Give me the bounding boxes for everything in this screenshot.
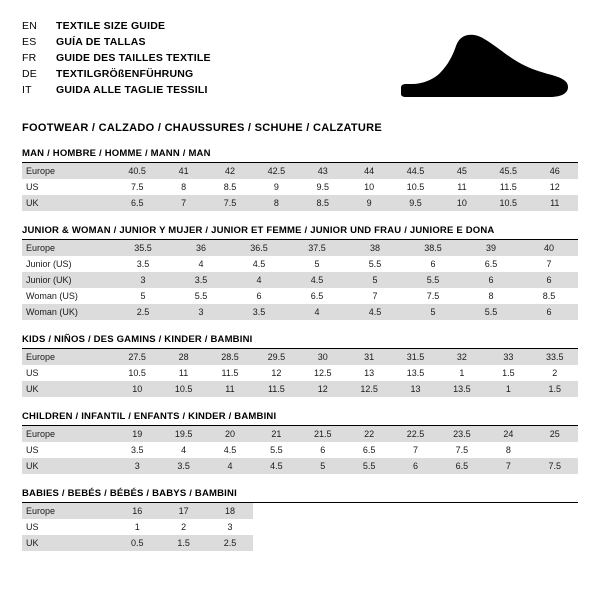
row-label: Europe xyxy=(22,503,114,519)
size-table-man xyxy=(22,163,578,211)
size-cell: 24 xyxy=(485,426,531,442)
language-title-list xyxy=(22,18,211,98)
language-row xyxy=(22,18,211,34)
table-row xyxy=(22,349,578,365)
size-cell: 3 xyxy=(172,304,230,320)
size-cell: 10 xyxy=(439,195,485,211)
size-cell: 33 xyxy=(485,349,531,365)
size-cell: 37.5 xyxy=(288,240,346,256)
size-cell: 11.5 xyxy=(499,182,517,192)
size-cell: 36 xyxy=(172,240,230,256)
row-label: Junior (US) xyxy=(26,259,72,269)
row-label: Europe xyxy=(22,163,114,179)
size-table-body xyxy=(22,240,578,320)
size-cell: 8.5 xyxy=(300,195,346,211)
size-cell: 7.5 xyxy=(207,195,253,211)
size-cell-empty xyxy=(253,519,299,535)
size-cell: 2.5 xyxy=(207,535,253,551)
size-cell-empty xyxy=(300,535,346,551)
language-code: DE xyxy=(22,68,37,80)
size-cell: 8.5 xyxy=(223,182,237,192)
size-cell-empty xyxy=(485,535,531,551)
language-title: GUIDE DES TAILLES TEXTILE xyxy=(56,52,211,64)
size-cell: 1 xyxy=(459,368,465,378)
row-label: US xyxy=(26,182,39,192)
size-cell-empty xyxy=(300,519,346,535)
size-cell: 5.5 xyxy=(270,445,283,455)
table-row xyxy=(22,195,578,211)
size-cell: 21 xyxy=(253,426,299,442)
size-cell: 32 xyxy=(439,349,485,365)
row-label: Europe xyxy=(22,349,114,365)
size-cell: 7 xyxy=(413,445,419,455)
size-cell-empty xyxy=(532,503,578,519)
size-cell: 12.5 xyxy=(346,381,392,397)
size-cell: 1 xyxy=(485,381,531,397)
size-cell: 12.5 xyxy=(313,368,332,378)
language-row xyxy=(22,50,211,66)
size-cell: 7 xyxy=(372,291,378,301)
size-cell: 3.5 xyxy=(130,445,144,455)
language-row xyxy=(22,82,211,98)
section-man xyxy=(22,148,578,211)
size-cell: 4.5 xyxy=(252,259,266,269)
size-table-children xyxy=(22,426,578,474)
size-cell: 11 xyxy=(532,195,578,211)
size-cell: 6.5 xyxy=(362,445,376,455)
table-row xyxy=(22,519,578,535)
size-cell: 9 xyxy=(346,195,392,211)
size-cell: 5.5 xyxy=(194,291,208,301)
size-cell: 13.5 xyxy=(406,368,425,378)
table-row xyxy=(22,442,578,458)
language-title: GUÍA DE TALLAS xyxy=(56,36,146,48)
size-cell: 6 xyxy=(256,291,262,301)
table-row xyxy=(22,256,578,272)
table-row xyxy=(22,288,578,304)
size-cell: 25 xyxy=(532,426,578,442)
size-cell: 6.5 xyxy=(310,291,324,301)
size-cell: 44 xyxy=(346,163,392,179)
row-label: Woman (US) xyxy=(26,291,78,301)
size-cell: 6 xyxy=(430,259,436,269)
language-code: FR xyxy=(22,52,37,64)
table-row xyxy=(22,503,578,519)
row-label: Europe xyxy=(22,426,114,442)
size-cell: 5.5 xyxy=(404,272,462,288)
size-cell: 1 xyxy=(134,522,140,532)
size-table-body xyxy=(22,349,578,397)
size-cell: 19 xyxy=(114,426,160,442)
size-cell: 11 xyxy=(457,182,467,192)
size-cell: 4 xyxy=(230,272,288,288)
size-cell-empty xyxy=(392,535,438,551)
size-cell: 7.5 xyxy=(532,458,578,474)
language-row xyxy=(22,34,211,50)
size-cell-empty xyxy=(485,503,531,519)
size-cell: 7.5 xyxy=(130,182,144,192)
size-cell: 12 xyxy=(271,368,282,378)
size-cell: 4 xyxy=(181,445,187,455)
size-cell: 27.5 xyxy=(114,349,160,365)
size-cell: 7 xyxy=(546,259,552,269)
section-title: CHILDREN / INFANTIL / ENFANTS / KINDER / BAMBINI xyxy=(22,411,578,426)
size-cell: 11 xyxy=(207,381,253,397)
size-cell: 31.5 xyxy=(392,349,438,365)
size-cell: 10.5 xyxy=(128,368,146,378)
size-cell-empty xyxy=(485,519,531,535)
size-cell: 13.5 xyxy=(439,381,485,397)
size-cell: 5 xyxy=(140,291,146,301)
row-label: Junior (UK) xyxy=(22,272,114,288)
size-cell: 19.5 xyxy=(160,426,206,442)
size-table-junior-woman xyxy=(22,240,578,320)
size-cell-empty xyxy=(439,503,485,519)
size-cell: 38 xyxy=(346,240,404,256)
size-cell: 3 xyxy=(114,458,160,474)
size-cell-empty xyxy=(392,519,438,535)
size-cell-empty xyxy=(346,503,392,519)
table-row xyxy=(22,240,578,256)
size-cell: 4 xyxy=(288,304,346,320)
size-cell: 45 xyxy=(439,163,485,179)
size-cell: 42.5 xyxy=(253,163,299,179)
size-cell: 11 xyxy=(178,368,189,378)
size-cell: 0.5 xyxy=(114,535,160,551)
size-table-body xyxy=(22,503,578,551)
size-cell: 3.5 xyxy=(172,272,230,288)
size-cell: 9 xyxy=(273,182,279,192)
size-cell: 20 xyxy=(207,426,253,442)
section-title: MAN / HOMBRE / HOMME / MANN / MAN xyxy=(22,148,578,163)
size-cell: 28.5 xyxy=(207,349,253,365)
size-cell: 6 xyxy=(320,445,326,455)
size-cell: 6 xyxy=(462,272,520,288)
language-code: EN xyxy=(22,20,37,32)
language-row xyxy=(22,66,211,82)
language-title: TEXTILE SIZE GUIDE xyxy=(56,20,166,32)
size-cell: 9.5 xyxy=(316,182,330,192)
size-cell: 9.5 xyxy=(392,195,438,211)
size-table-body xyxy=(22,426,578,474)
size-cell: 4.5 xyxy=(288,272,346,288)
language-title: TEXTILGRÖßENFÜHRUNG xyxy=(56,68,194,80)
table-row xyxy=(22,458,578,474)
size-cell: 5 xyxy=(314,259,320,269)
size-cell: 7 xyxy=(160,195,206,211)
size-cell: 3.5 xyxy=(160,458,206,474)
size-cell: 1.5 xyxy=(502,368,515,378)
size-cell: 18 xyxy=(207,503,253,519)
size-cell: 17 xyxy=(160,503,206,519)
size-cell: 11.5 xyxy=(253,381,299,397)
size-table-kids xyxy=(22,349,578,397)
size-cell: 45.5 xyxy=(485,163,531,179)
document-header xyxy=(22,18,578,114)
table-row xyxy=(22,163,578,179)
size-cell: 7.5 xyxy=(426,291,440,301)
size-cell: 1.5 xyxy=(532,381,578,397)
size-cell: 8 xyxy=(253,195,299,211)
size-cell: 4 xyxy=(207,458,253,474)
row-label: UK xyxy=(22,458,114,474)
size-cell-empty xyxy=(253,503,299,519)
size-cell: 5.5 xyxy=(368,259,382,269)
size-cell: 13 xyxy=(392,381,438,397)
size-cell: 8 xyxy=(488,291,494,301)
size-cell: 11.5 xyxy=(221,368,239,378)
size-cell: 12 xyxy=(549,182,560,192)
size-cell: 39 xyxy=(462,240,520,256)
size-cell: 6.5 xyxy=(114,195,160,211)
size-cell: 40.5 xyxy=(114,163,160,179)
size-cell: 5 xyxy=(404,304,462,320)
table-row xyxy=(22,365,578,381)
footwear-category-title: FOOTWEAR / CALZADO / CHAUSSURES / SCHUHE / CALZATURE xyxy=(22,122,383,134)
dress-shoe-icon xyxy=(400,32,570,104)
size-cell: 29.5 xyxy=(253,349,299,365)
size-cell: 28 xyxy=(160,349,206,365)
size-cell: 13 xyxy=(364,368,375,378)
size-cell: 4 xyxy=(198,259,204,269)
size-cell: 22 xyxy=(346,426,392,442)
size-cell: 16 xyxy=(114,503,160,519)
size-cell: 3.5 xyxy=(230,304,288,320)
size-cell: 6.5 xyxy=(484,259,498,269)
size-cell: 2 xyxy=(552,368,558,378)
size-cell: 6.5 xyxy=(439,458,485,474)
row-label: UK xyxy=(22,381,114,397)
table-row xyxy=(22,381,578,397)
size-cell: 8 xyxy=(181,182,187,192)
size-cell: 38.5 xyxy=(404,240,462,256)
size-cell: 5.5 xyxy=(462,304,520,320)
size-cell: 8 xyxy=(505,445,511,455)
size-cell: 5 xyxy=(300,458,346,474)
size-cell: 3 xyxy=(114,272,172,288)
size-cell: 35.5 xyxy=(114,240,172,256)
size-cell: 10.5 xyxy=(406,182,425,192)
size-cell: 10.5 xyxy=(160,381,206,397)
size-cell: 1.5 xyxy=(160,535,206,551)
size-cell-empty xyxy=(532,535,578,551)
size-table-babies xyxy=(22,503,578,551)
size-cell: 22.5 xyxy=(392,426,438,442)
size-cell: 36.5 xyxy=(230,240,288,256)
size-cell: 44.5 xyxy=(392,163,438,179)
size-cell: 8.5 xyxy=(542,291,556,301)
table-row xyxy=(22,179,578,195)
size-cell: 7.5 xyxy=(455,445,469,455)
size-cell xyxy=(532,442,578,458)
size-cell: 30 xyxy=(300,349,346,365)
row-label: Europe xyxy=(22,240,114,256)
section-kids xyxy=(22,334,578,397)
size-cell: 10 xyxy=(114,381,160,397)
section-title: KIDS / NIÑOS / DES GAMINS / KINDER / BAMBINI xyxy=(22,334,578,349)
section-junior-woman xyxy=(22,225,578,320)
language-code: IT xyxy=(22,84,32,96)
size-cell-empty xyxy=(346,535,392,551)
size-cell: 42 xyxy=(207,163,253,179)
language-title-body xyxy=(22,18,211,98)
size-cell: 43 xyxy=(300,163,346,179)
row-label: US xyxy=(26,522,39,532)
size-table-body xyxy=(22,163,578,211)
size-cell: 10.5 xyxy=(485,195,531,211)
table-row xyxy=(22,272,578,288)
language-title: GUIDA ALLE TAGLIE TESSILI xyxy=(56,84,208,96)
size-cell-empty xyxy=(439,535,485,551)
row-label: UK xyxy=(22,195,114,211)
table-row xyxy=(22,304,578,320)
section-title: JUNIOR & WOMAN / JUNIOR Y MUJER / JUNIOR ET FEMME / JUNIOR UND FRAU / JUNIORE E DONA xyxy=(22,225,578,240)
size-cell: 7 xyxy=(485,458,531,474)
size-cell: 6 xyxy=(392,458,438,474)
size-cell-empty xyxy=(253,535,299,551)
table-row xyxy=(22,535,578,551)
size-cell: 4.5 xyxy=(253,458,299,474)
size-cell: 10 xyxy=(364,182,375,192)
size-cell: 3.5 xyxy=(136,259,150,269)
size-cell-empty xyxy=(346,519,392,535)
size-cell-empty xyxy=(392,503,438,519)
size-cell: 4.5 xyxy=(346,304,404,320)
size-cell: 46 xyxy=(532,163,578,179)
size-cell-empty xyxy=(439,519,485,535)
section-babies xyxy=(22,488,578,551)
table-row xyxy=(22,426,578,442)
size-cell: 41 xyxy=(160,163,206,179)
size-cell-empty xyxy=(300,503,346,519)
row-label: US xyxy=(26,445,39,455)
size-cell: 5.5 xyxy=(346,458,392,474)
size-cell: 2.5 xyxy=(114,304,172,320)
row-label: Woman (UK) xyxy=(22,304,114,320)
size-cell: 6 xyxy=(520,304,578,320)
size-cell: 3 xyxy=(227,522,233,532)
section-children xyxy=(22,411,578,474)
language-code: ES xyxy=(22,36,37,48)
row-label: US xyxy=(26,368,39,378)
row-label: UK xyxy=(22,535,114,551)
size-cell-empty xyxy=(532,519,578,535)
size-cell: 5 xyxy=(346,272,404,288)
size-cell: 2 xyxy=(181,522,187,532)
size-cell: 12 xyxy=(300,381,346,397)
size-cell: 23.5 xyxy=(439,426,485,442)
size-cell: 33.5 xyxy=(532,349,578,365)
size-cell: 21.5 xyxy=(300,426,346,442)
size-cell: 40 xyxy=(520,240,578,256)
size-cell: 31 xyxy=(346,349,392,365)
size-cell: 6 xyxy=(520,272,578,288)
section-title: BABIES / BEBÉS / BÉBÉS / BABYS / BAMBINI xyxy=(22,488,578,503)
size-cell: 4.5 xyxy=(223,445,237,455)
